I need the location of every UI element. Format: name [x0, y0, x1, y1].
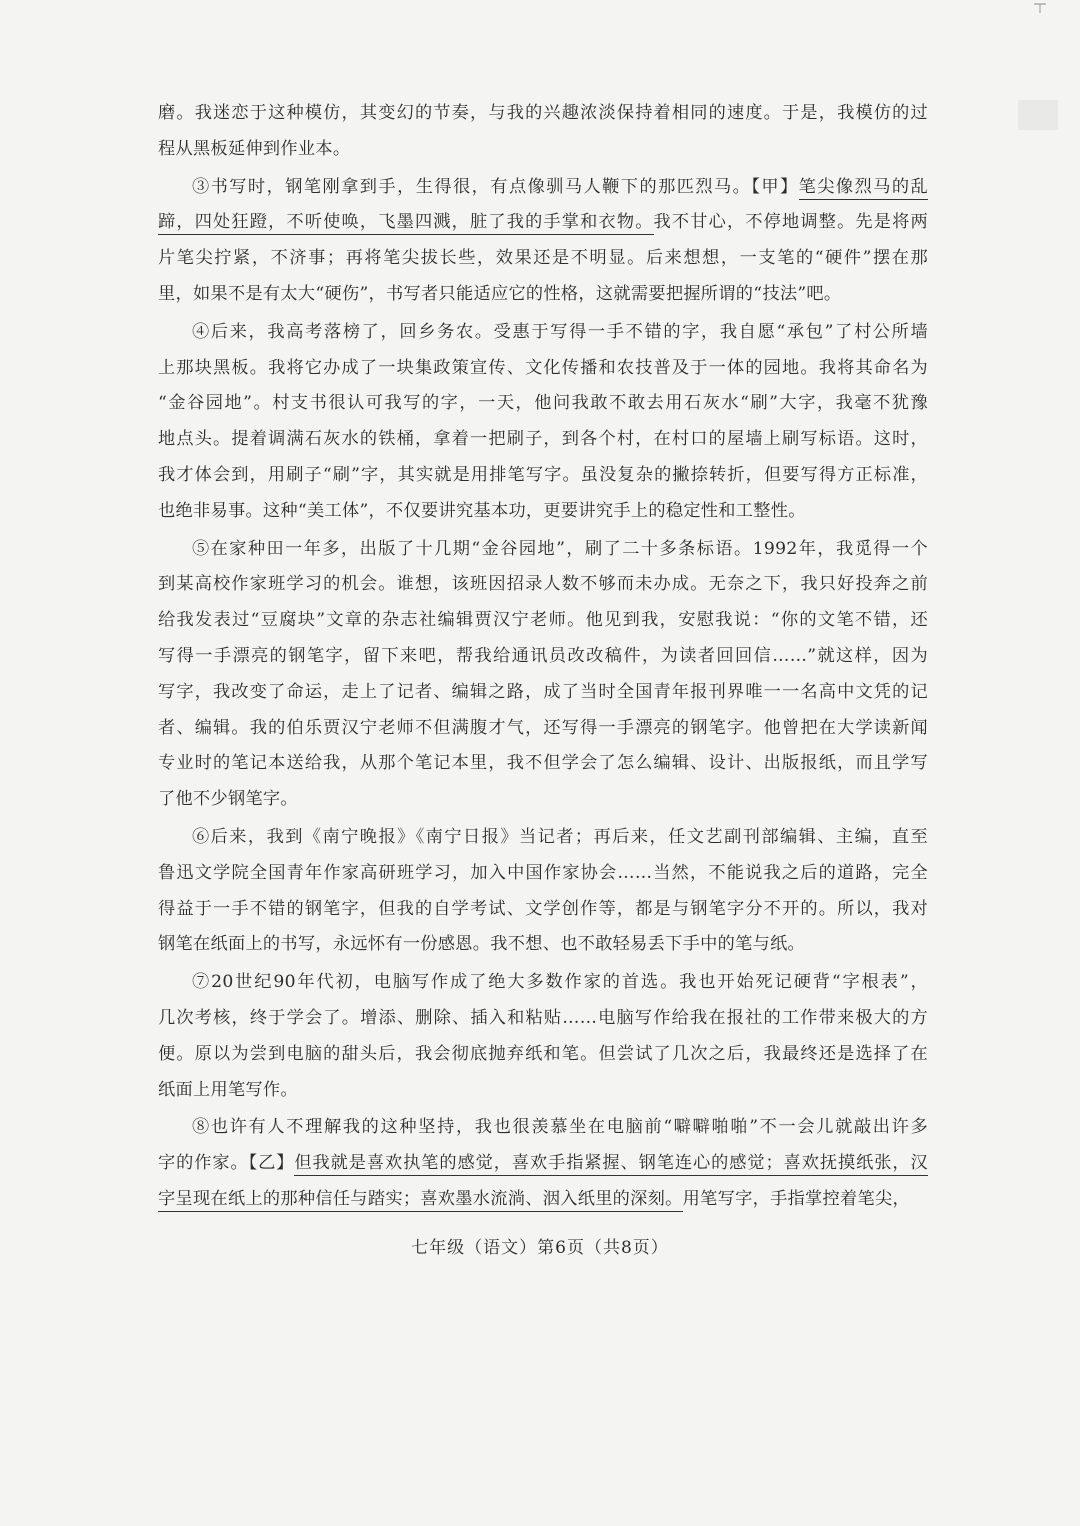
text-line — [158, 1182, 928, 1218]
text-line — [158, 205, 928, 241]
text-line: ⑤在家种田一年多，出版了十几期“金谷园地”，刷了二十多条标语。1992年，我觅得一个 — [192, 538, 928, 559]
article-body — [158, 96, 928, 1218]
text-line: 到某高校作家班学习的机会。谁想，该班因招录人数不够而未办成。无奈之下，我只好投奔之前 — [158, 574, 928, 595]
page-footer: 七年级（语文）第6页（共8页） — [411, 1238, 669, 1258]
text-line: 几次考核，终于学会了。增添、删除、插入和粘贴……电脑写作给我在报社的工作带来极大的方 — [158, 1007, 928, 1028]
paragraph-p4 — [158, 315, 928, 530]
paragraph-p-cont — [158, 96, 928, 168]
text-line: 写得一手漂亮的钢笔字，留下来吧，帮我给通讯员改改稿件，为读者回回信……”就这样，因为 — [158, 645, 928, 666]
text-line: ⑦20世纪90年代初，电脑写作成了绝大多数作家的首选。我也开始死记硬背“字根表”， — [192, 972, 928, 993]
line-segment: 我不甘心，不停地调整。先是将两 — [653, 212, 928, 233]
text-line: 鲁迅文学院全国青年作家高研班学习，加入中国作家协会……当然，不能说我之后的道路，完全 — [158, 862, 928, 883]
paragraph-p5 — [158, 532, 928, 818]
text-line — [158, 170, 928, 206]
text-line: 便。原以为尝到电脑的甜头后，我会彻底抛弃纸和笔。但尝试了几次之后，我最终还是选择了在 — [158, 1043, 928, 1064]
text-line: ⑧也许有人不理解我的这种坚持，我也很羡慕坐在电脑前“噼噼啪啪”不一会儿就敲出许多 — [192, 1117, 928, 1138]
line-segment: 字的作家。【乙】 — [158, 1153, 295, 1174]
paragraph-p7 — [158, 965, 928, 1108]
text-line: 也绝非易事。这种“美工体”，不仅要讲究基本功，更要讲究手上的稳定性和工整性。 — [158, 500, 806, 521]
text-line — [158, 1146, 928, 1182]
text-line: 得益于一手不错的钢笔字，但我的自学考试、文学创作等，都是与钢笔字分不开的。所以，我对 — [158, 898, 928, 919]
text-line: 程从黑板延伸到作业本。 — [158, 138, 351, 159]
text-line: 地点头。提着调满石灰水的铁桶，拿着一把刷子，到各个村，在村口的屋墙上刷写标语。这时， — [158, 429, 928, 450]
scan-corner-mark — [1030, 0, 1050, 14]
line-segment: 用笔写字，手指掌控着笔尖， — [682, 1188, 910, 1209]
underlined-passage: 字呈现在纸上的那种信任与踏实；喜欢墨水流淌、洇入纸里的深刻。 — [158, 1189, 683, 1212]
text-line: 给我发表过“豆腐块”文章的杂志社编辑贾汉宁老师。他见到我，安慰我说：“你的文笔不错，还 — [158, 610, 928, 631]
underlined-passage: 蹄，四处狂蹬，不听使唤，飞墨四溅，脏了我的手掌和衣物。 — [158, 212, 654, 235]
text-line: 我才体会到，用刷子“刷”字，其实就是用排笔写字。虽没复杂的撇捺转折，但要写得方正标准， — [158, 464, 928, 485]
paragraph-p6 — [158, 820, 928, 963]
paragraph-p3 — [158, 170, 928, 313]
text-line: 专业时的笔记本送给我，从那个笔记本里，我不但学会了怎么编辑、设计、出版报纸，而且学写 — [158, 753, 928, 774]
text-line: 者、编辑。我的伯乐贾汉宁老师不但满腹才气，还写得一手漂亮的钢笔字。他曾把在大学读新闻 — [158, 717, 928, 738]
text-line: “金谷园地”。村支书很认可我写的字，一天，他问我敢不敢去用石灰水“刷”大字，我毫不犹豫 — [158, 393, 928, 414]
text-line: ⑥后来，我到《南宁晚报》《南宁日报》当记者；再后来，任文艺副刊部编辑、主编，直至 — [192, 826, 928, 847]
text-line: 写字，我改变了命运，走上了记者、编辑之路，成了当时全国青年报刊界唯一一名高中文凭的记 — [158, 681, 928, 702]
paragraph-p8 — [158, 1110, 928, 1217]
text-line: 上那块黑板。我将它办成了一块集政策宣传、文化传播和农技普及于一体的园地。我将其命名为 — [158, 357, 928, 378]
text-line: 磨。我迷恋于这种模仿，其变幻的节奏，与我的兴趣浓淡保持着相同的速度。于是，我模仿的过 — [158, 103, 928, 123]
text-line: 了他不少钢笔字。 — [158, 789, 298, 810]
underlined-passage: 笔尖像烈马的乱 — [799, 177, 928, 200]
scan-edge-shade — [1018, 100, 1058, 130]
text-line: 纸面上用笔写作。 — [158, 1079, 298, 1100]
text-line: 钢笔在纸面上的书写，永远怀有一份感恩。我不想、也不敢轻易丢下手中的笔与纸。 — [158, 934, 806, 955]
text-line: 里，如果不是有太大“硬伤”，书写者只能适应它的性格，这就需要把握所谓的“技法”吧。 — [158, 283, 842, 304]
line-segment: ③书写时，钢笔刚拿到手，生得很，有点像驯马人鞭下的那匹烈马。【甲】 — [192, 176, 799, 197]
text-line: 片笔尖拧紧，不济事；再将笔尖拔长些，效果还是不明显。后来想想，一支笔的“硬件”摆在那 — [158, 248, 928, 269]
underlined-passage: 但我就是喜欢执笔的感觉，喜欢手指紧握、钢笔连心的感觉；喜欢抚摸纸张，汉 — [294, 1153, 928, 1176]
text-line: ④后来，我高考落榜了，回乡务农。受惠于写得一手不错的字，我自愿“承包”了村公所墙 — [192, 321, 928, 342]
